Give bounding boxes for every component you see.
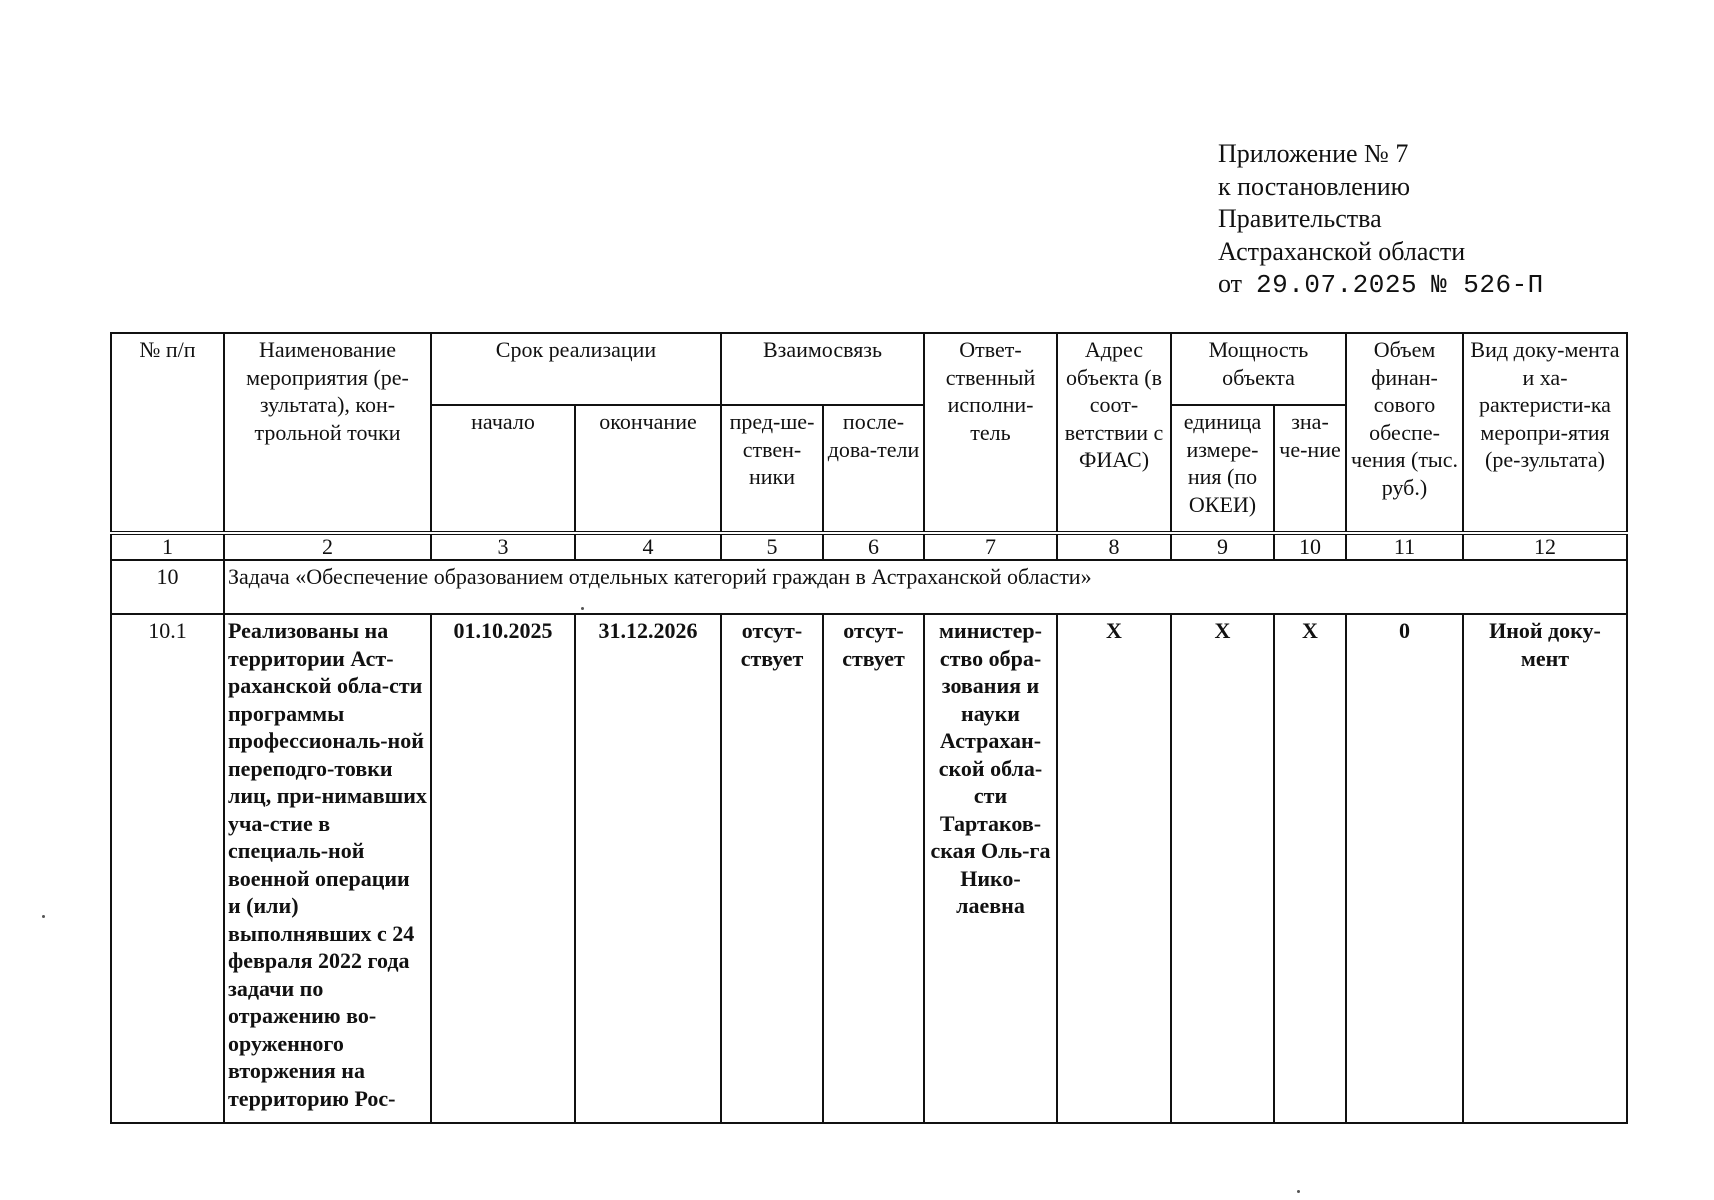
appendix-date-line [1218,268,1544,302]
column-number: 3 [431,533,575,560]
column-number: 9 [1171,533,1274,560]
appendix-number: № 526-П [1431,270,1544,300]
column-numbers-row [111,533,1627,560]
row-responsible [924,614,1057,1123]
task-text: Задача «Обеспечение образованием отдельных категорий граждан в Астраханской области» [224,560,1627,614]
task-num: 10 [111,560,224,614]
appendix-date: 29.07.2025 [1256,270,1418,300]
header-period-end: окончание [575,405,721,533]
header-responsible: Ответ-ственный исполни-тель [924,333,1057,533]
column-number: 5 [721,533,823,560]
scan-speck [1297,1190,1300,1193]
scan-speck [581,607,584,610]
task-row [111,560,1627,614]
row-next: отсут-ствует [823,614,924,1123]
row-doc-type: Иной доку-мент [1463,614,1627,1123]
header-capacity-value: зна-че-ние [1274,405,1346,533]
results-table [110,332,1628,1124]
scan-speck [42,915,45,918]
row-num: 10.1 [111,614,224,1123]
appendix-line-1: Приложение № 7 [1218,139,1409,168]
header-num: № п/п [111,333,224,533]
header-doc-type: Вид доку-мента и ха-рактеристи-ка меропри-ятия (ре-зультата) [1463,333,1627,533]
column-number: 8 [1057,533,1171,560]
row-responsible-person: Тартаков-ская Оль-га Нико-лаевна [930,810,1051,918]
row-name: Реализованы на территории Аст-раханской обла-сти программы профессиональ-ной переподго-товки лиц, при-нимавших уча-стие в специаль-ной военной операции и (или) выполнявших с 24 февраля 2022 года задачи по отражению во-оруженного вторжения на территорию Рос- [224,614,431,1123]
appendix-line-3: Правительства [1218,204,1382,233]
column-number: 12 [1463,533,1627,560]
appendix-line-4: Астраханской области [1218,236,1466,266]
row-prev: отсут-ствует [721,614,823,1123]
column-number: 6 [823,533,924,560]
header-address: Адрес объекта (в соот-ветствии с ФИАС) [1057,333,1171,533]
column-number: 10 [1274,533,1346,560]
header-finance: Объем финан-сового обеспе-чения (тыс. руб.) [1346,333,1463,533]
header-relation-prev: пред-ше-ствен-ники [721,405,823,533]
column-number: 4 [575,533,721,560]
header-period: Срок реализации [431,333,721,405]
column-number: 11 [1346,533,1463,560]
appendix-date-prefix: от [1218,269,1243,298]
appendix-line-2: к постановлению [1218,171,1411,201]
row-end: 31.12.2026 [575,614,721,1123]
column-number: 7 [924,533,1057,560]
column-number: 1 [111,533,224,560]
header-period-start: начало [431,405,575,533]
table-row [111,614,1627,1123]
header-relation-next: после-дова-тели [823,405,924,533]
row-address: X [1057,614,1171,1123]
appendix-block [1218,138,1544,302]
row-start: 01.10.2025 [431,614,575,1123]
column-number: 2 [224,533,431,560]
row-value: X [1274,614,1346,1123]
header-relation: Взаимосвязь [721,333,924,405]
header-capacity: Мощность объекта [1171,333,1346,405]
header-name: Наименование мероприятия (ре-зультата), кон-трольной точки [224,333,431,533]
row-responsible-org: министер-ство обра-зования и науки Астрахан-ской обла-сти [938,618,1043,808]
row-unit: X [1171,614,1274,1123]
row-finance: 0 [1346,614,1463,1123]
header-capacity-unit: единица измере-ния (по ОКЕИ) [1171,405,1274,533]
